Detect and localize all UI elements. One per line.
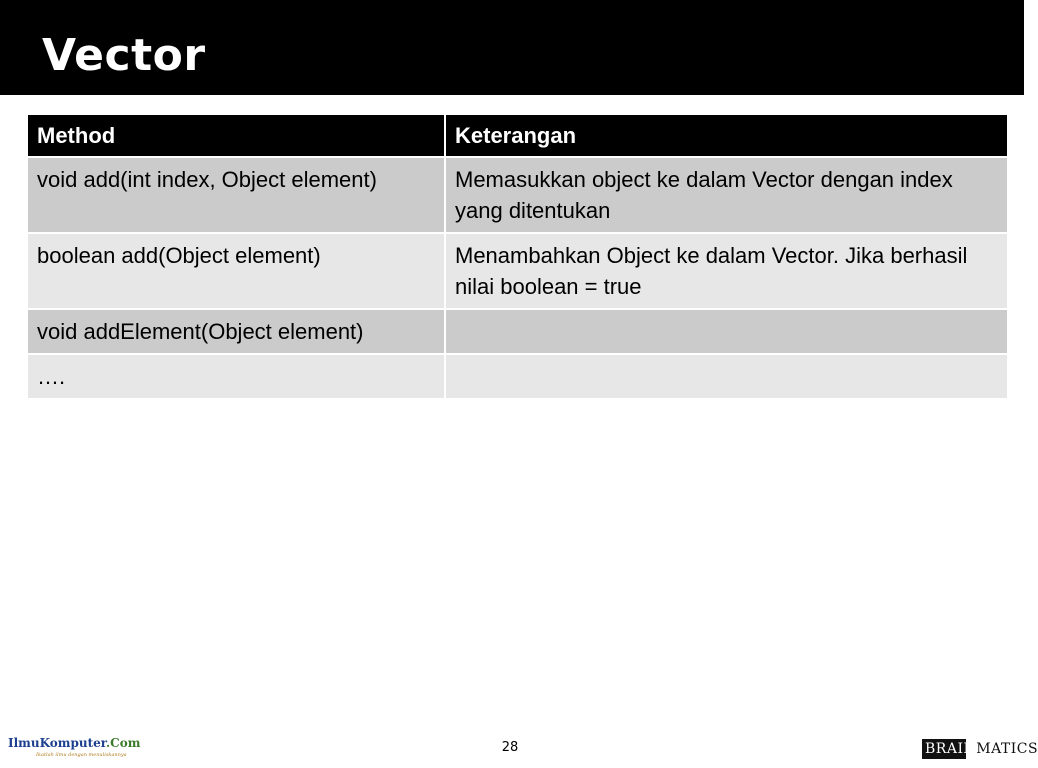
brainmatics-logo-part1: BRAIN [925, 741, 977, 757]
description-cell: Menambahkan Object ke dalam Vector. Jika berhasil nilai boolean = true [445, 233, 1008, 309]
ilmukomputer-logo-tagline: Ikatlah ilmu dengan menuliskannya [36, 752, 127, 758]
method-table [26, 113, 1009, 400]
header-method: Method [27, 114, 445, 157]
ilmukomputer-logo-name [8, 736, 140, 750]
method-cell: void addElement(Object element) [27, 309, 445, 354]
brainmatics-logo [922, 739, 1038, 761]
table-row [27, 309, 1008, 354]
brainmatics-logo-part2: MATICS [976, 741, 1038, 757]
logo-name-part2: .Com [105, 736, 141, 750]
table-header-row [27, 114, 1008, 157]
table-row [27, 157, 1008, 233]
slide-title: Vector [42, 30, 206, 81]
ilmukomputer-logo [6, 736, 141, 762]
method-cell: boolean add(Object element) [27, 233, 445, 309]
title-bar [0, 0, 1024, 95]
header-keterangan: Keterangan [445, 114, 1008, 157]
table-row [27, 233, 1008, 309]
method-cell: void add(int index, Object element) [27, 157, 445, 233]
description-cell [445, 354, 1008, 399]
page-number: 28 [501, 740, 519, 755]
method-cell: …. [27, 354, 445, 399]
description-cell [445, 309, 1008, 354]
table-row [27, 354, 1008, 399]
logo-name-part1: IlmuKomputer [8, 736, 106, 750]
brainmatics-logo-text [925, 741, 1038, 757]
description-cell: Memasukkan object ke dalam Vector dengan index yang ditentukan [445, 157, 1008, 233]
